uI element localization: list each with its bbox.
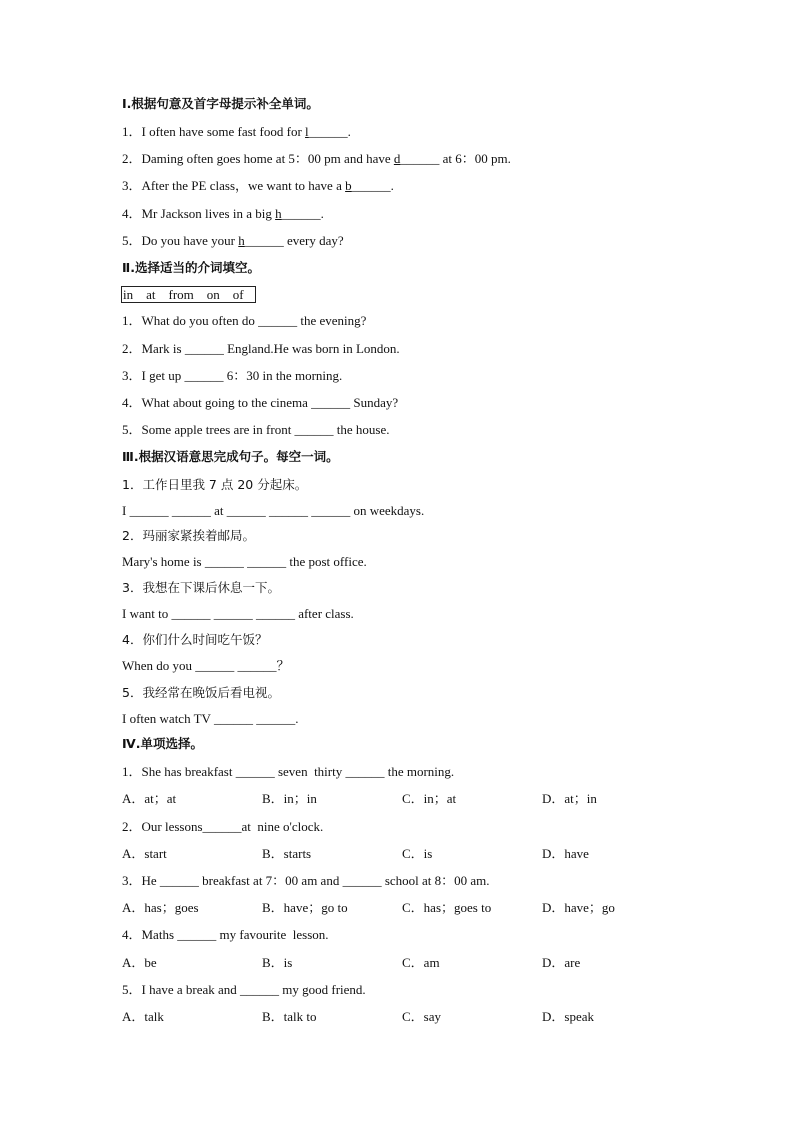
s3-question-5-chinese: 5．我经常在晚饭后看电视。 [122,685,280,700]
s2-question-1: 1．What do you often do ______ the evening? [122,313,367,328]
s4-q2-option-c: C．is [402,846,433,861]
s3-question-5-english: I often watch TV ______ ______. [122,711,299,726]
q-text: ______. [351,178,394,193]
s4-q3-option-c: C．has；goes to [402,900,492,915]
hint-letter: l [305,124,309,139]
s2-question-3: 3．I get up ______ 6：30 in the morning. [122,368,343,383]
q-text: 5．Do you have your [122,233,239,248]
word-box: in at from on of [121,286,256,303]
s4-question-5-stem: 5．I have a break and ______ my good friend. [122,982,366,997]
hint-letter: h [238,233,245,248]
s4-q2-option-a: A．start [122,846,167,861]
s4-q1-option-d: D．at；in [542,791,597,806]
s4-q4-option-a: A．be [122,955,157,970]
section-3-title: Ⅲ.根据汉语意思完成句子。每空一词。 [122,449,339,464]
s1-question-4 [122,206,324,222]
s1-question-2 [122,151,511,167]
s1-question-5 [122,233,344,249]
s3-question-2-english: Mary's home is ______ ______ the post office. [122,554,367,569]
hint-letter: h [275,206,282,221]
q-text: 2．Daming often goes home at 5：00 pm and have [122,151,394,166]
q-text: 1．I often have some fast food for [122,124,306,139]
s4-q4-option-c: C．am [402,955,440,970]
s4-question-2-stem: 2．Our lessons______at nine o'clock. [122,819,324,834]
q-text: 3．After the PE class，we want to have a [122,178,346,193]
s3-question-4-english: When do you ______ ______？ [122,658,290,673]
s4-q5-option-c: C．say [402,1009,442,1024]
s4-q1-option-c: C．in；at [402,791,457,806]
s4-question-3-stem: 3．He ______ breakfast at 7：00 am and ______ school at 8：00 am. [122,873,490,888]
s3-question-1-chinese: 1．工作日里我 7 点 20 分起床。 [122,477,308,492]
q-text: ______. [281,206,324,221]
q-text: ______. [308,124,351,139]
s3-question-4-chinese: 4．你们什么时间吃午饭？ [122,632,268,647]
s4-q3-option-d: D．have；go [542,900,615,915]
s4-q5-option-d: D．speak [542,1009,594,1024]
s3-question-1-english: I ______ ______ at ______ ______ ______ on weekdays. [122,503,425,518]
s3-question-3-english: I want to ______ ______ ______ after class. [122,606,354,621]
s4-q2-option-b: B．starts [262,846,312,861]
q-text: 4．Mr Jackson lives in a big [122,206,276,221]
s4-question-1-stem: 1．She has breakfast ______ seven thirty ______ the morning. [122,764,455,779]
q-text: ______ at 6：00 pm. [400,151,511,166]
section-4-title: Ⅳ.单项选择。 [122,736,203,751]
hint-letter: d [393,151,401,166]
s3-question-2-chinese: 2．玛丽家紧挨着邮局。 [122,528,255,543]
section-2-title: Ⅱ.选择适当的介词填空。 [122,260,260,275]
s4-q3-option-b: B．have；go to [262,900,348,915]
q-text: ______ every day? [244,233,344,248]
s4-question-4-stem: 4．Maths ______ my favourite lesson. [122,927,329,942]
s4-q2-option-d: D．have [542,846,589,861]
s2-question-5: 5．Some apple trees are in front ______ the house. [122,422,390,437]
s2-question-4: 4．What about going to the cinema ______ Sunday? [122,395,399,410]
s4-q5-option-b: B．talk to [262,1009,317,1024]
hint-letter: b [345,178,352,193]
s4-q4-option-d: D．are [542,955,581,970]
s4-q3-option-a: A．has；goes [122,900,199,915]
s2-question-2: 2．Mark is ______ England.He was born in London. [122,341,400,356]
s1-question-3 [122,178,394,194]
s4-q1-option-b: B．in；in [262,791,317,806]
s1-question-1 [122,124,351,140]
s4-q4-option-b: B．is [262,955,293,970]
section-1-title: Ⅰ.根据句意及首字母提示补全单词。 [122,96,319,111]
s3-question-3-chinese: 3．我想在下课后休息一下。 [122,580,280,595]
s4-q5-option-a: A．talk [122,1009,164,1024]
s4-q1-option-a: A．at；at [122,791,177,806]
